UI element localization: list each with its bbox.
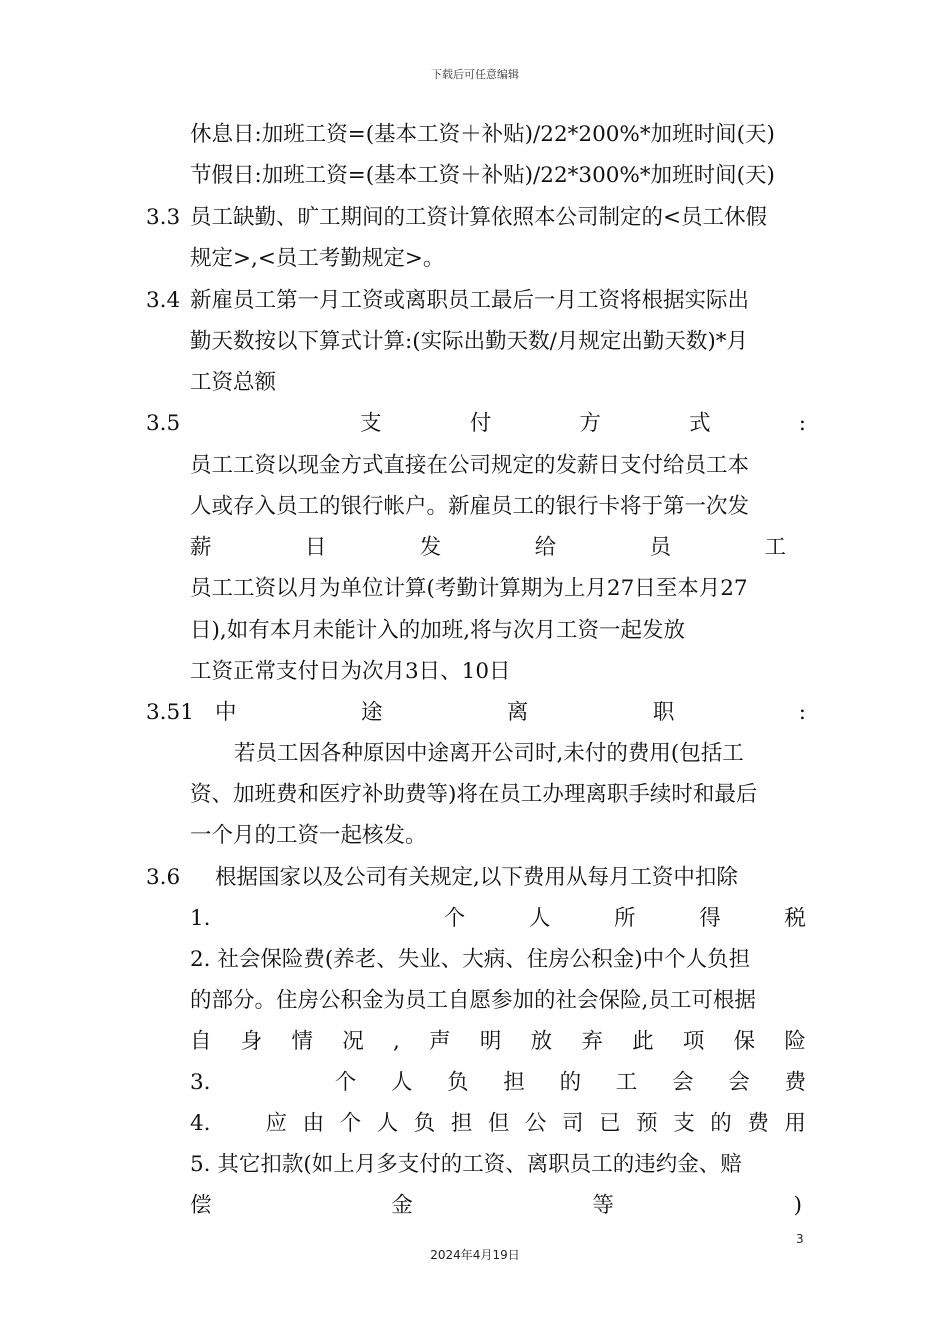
- section-3-51-line-1: 若员工因各种原因中途离开公司时,未付的费用(包括工: [234, 741, 744, 766]
- text-char: 偿: [190, 1193, 212, 1218]
- title-char: 式: [689, 411, 711, 436]
- text-char: 给: [534, 535, 557, 560]
- text-char: 的: [710, 1111, 732, 1136]
- text-char: 所: [614, 906, 636, 931]
- title-char: 途: [360, 700, 383, 725]
- text-char: 发: [419, 535, 442, 560]
- page-number: 3: [796, 1232, 804, 1246]
- text-char: 人: [376, 1111, 399, 1136]
- page-header: 下载后可任意编辑: [431, 68, 519, 81]
- text-char: 预: [636, 1111, 658, 1136]
- title-char: 方: [579, 411, 601, 436]
- title-char: 职: [652, 700, 675, 725]
- text-char: 但: [487, 1111, 510, 1136]
- deduction-item-5-line-1: 5. 其它扣款(如上月多支付的工资、离职员工的违约金、赔: [190, 1152, 742, 1177]
- text-char: 情: [291, 1029, 314, 1054]
- rest-day-line: 休息日:加班工资=(基本工资＋补贴)/22*200%*加班时间(天): [190, 122, 775, 147]
- section-3-3-line-1: 员工缺勤、旷工期间的工资计算依照本公司制定的<员工休假: [190, 205, 768, 230]
- text-char: 身: [240, 1029, 263, 1054]
- section-3-4-line-2: 勤天数按以下算式计算:(实际出勤天数/月规定出勤天数)*月: [190, 329, 749, 354]
- deduction-item-3: [190, 1069, 806, 1097]
- section-3-4-number: 3.4: [146, 288, 181, 313]
- text-char: 弃: [581, 1029, 603, 1054]
- text-char: 用: [784, 1111, 806, 1136]
- text-char: 险: [784, 1029, 806, 1054]
- text-char: 声: [429, 1029, 451, 1054]
- title-char: :: [798, 700, 806, 725]
- section-3-51-title: [215, 699, 806, 727]
- text-char: 工: [764, 535, 786, 560]
- text-char: 此: [632, 1029, 654, 1054]
- section-3-5-line-1: 员工工资以现金方式直接在公司规定的发薪日支付给员工本: [190, 453, 750, 478]
- text-char: 负: [413, 1111, 436, 1136]
- text-char: 明: [479, 1029, 502, 1054]
- deduction-item-2-line-1: 2. 社会保险费(养老、失业、大病、住房公积金)中个人负担: [190, 947, 751, 972]
- section-3-5-title: [360, 410, 806, 438]
- deduction-item-5-line-2: [190, 1192, 802, 1220]
- section-3-4-line-1: 新雇员工第一月工资或离职员工最后一月工资将根据实际出: [190, 288, 750, 313]
- text-char: 个: [339, 1111, 362, 1136]
- title-char: 付: [469, 411, 492, 436]
- deduction-item-4: [190, 1110, 806, 1138]
- text-char: 金: [391, 1193, 413, 1218]
- text-char: 工: [615, 1070, 638, 1095]
- text-char: 得: [699, 906, 721, 931]
- text-char: 个: [443, 906, 466, 931]
- footer-date: 2024年4月19日: [430, 1248, 520, 1262]
- section-3-6-title: 根据国家以及公司有关规定,以下费用从每月工资中扣除: [215, 865, 738, 890]
- section-3-51-number: 3.51: [146, 700, 194, 725]
- section-3-3-number: 3.3: [146, 205, 181, 230]
- section-3-4-line-3: 工资总额: [190, 370, 277, 395]
- title-char: :: [798, 411, 806, 436]
- text-char: 自: [190, 1029, 212, 1054]
- text-char: 担: [450, 1111, 473, 1136]
- title-char: 离: [506, 700, 529, 725]
- title-char: 支: [360, 411, 382, 436]
- text-char: 司: [562, 1111, 584, 1136]
- text-char: 日: [304, 535, 327, 560]
- item-number: 4.: [190, 1111, 211, 1136]
- text-char: 应: [265, 1111, 288, 1136]
- text-char: 薪: [190, 535, 212, 560]
- section-3-5-line-6: 工资正常支付日为次月3日、10日: [190, 659, 511, 684]
- text-char: ): [793, 1193, 802, 1218]
- text-char: 人: [528, 906, 551, 931]
- text-char: 会: [728, 1070, 750, 1095]
- text-char: 支: [673, 1111, 695, 1136]
- text-char: 人: [390, 1070, 413, 1095]
- section-3-5-line-4: 员工工资以月为单位计算(考勤计算期为上月27日至本月27: [190, 576, 748, 601]
- holiday-line: 节假日:加班工资=(基本工资＋补贴)/22*300%*加班时间(天): [190, 163, 775, 188]
- text-char: 费: [747, 1111, 769, 1136]
- text-char: 费: [784, 1070, 806, 1095]
- section-3-5-line-3: [190, 534, 786, 562]
- text-char: 况: [342, 1029, 364, 1054]
- text-char: 员: [649, 535, 672, 560]
- text-char: 担: [503, 1070, 525, 1095]
- deduction-item-2-line-2: 的部分。住房公积金为员工自愿参加的社会保险,员工可根据: [190, 988, 756, 1013]
- section-3-51-line-3: 一个月的工资一起核发。: [190, 823, 427, 848]
- section-3-51-line-2: 资、加班费和医疗补助费等)将在员工办理离职手续时和最后: [190, 782, 758, 807]
- section-3-5-line-5: 日),如有本月未能计入的加班,将与次月工资一起发放: [190, 618, 686, 643]
- text-char: 等: [592, 1193, 614, 1218]
- text-char: 已: [599, 1111, 621, 1136]
- text-char: 会: [672, 1070, 694, 1095]
- text-char: ,: [393, 1029, 400, 1054]
- title-char: 中: [215, 700, 237, 725]
- text-char: 放: [530, 1029, 553, 1054]
- section-3-3-line-2: 规定>,<员工考勤规定>。: [190, 246, 445, 271]
- deduction-item-2-line-3: [190, 1028, 806, 1056]
- section-3-6-number: 3.6: [146, 865, 181, 890]
- section-3-5-number: 3.5: [146, 411, 181, 436]
- section-3-5-line-2: 人或存入员工的银行帐户。新雇员工的银行卡将于第一次发: [190, 494, 750, 519]
- text-char: 由: [302, 1111, 325, 1136]
- text-char: 项: [682, 1029, 705, 1054]
- text-char: 保: [733, 1029, 756, 1054]
- deduction-item-1: [190, 905, 806, 933]
- text-char: 公: [524, 1111, 547, 1136]
- text-char: 税: [784, 906, 806, 931]
- item-number: 3.: [190, 1070, 211, 1095]
- text-char: 的: [559, 1070, 582, 1095]
- item-number: 1.: [190, 906, 211, 931]
- text-char: 负: [447, 1070, 469, 1095]
- text-char: 个: [334, 1070, 357, 1095]
